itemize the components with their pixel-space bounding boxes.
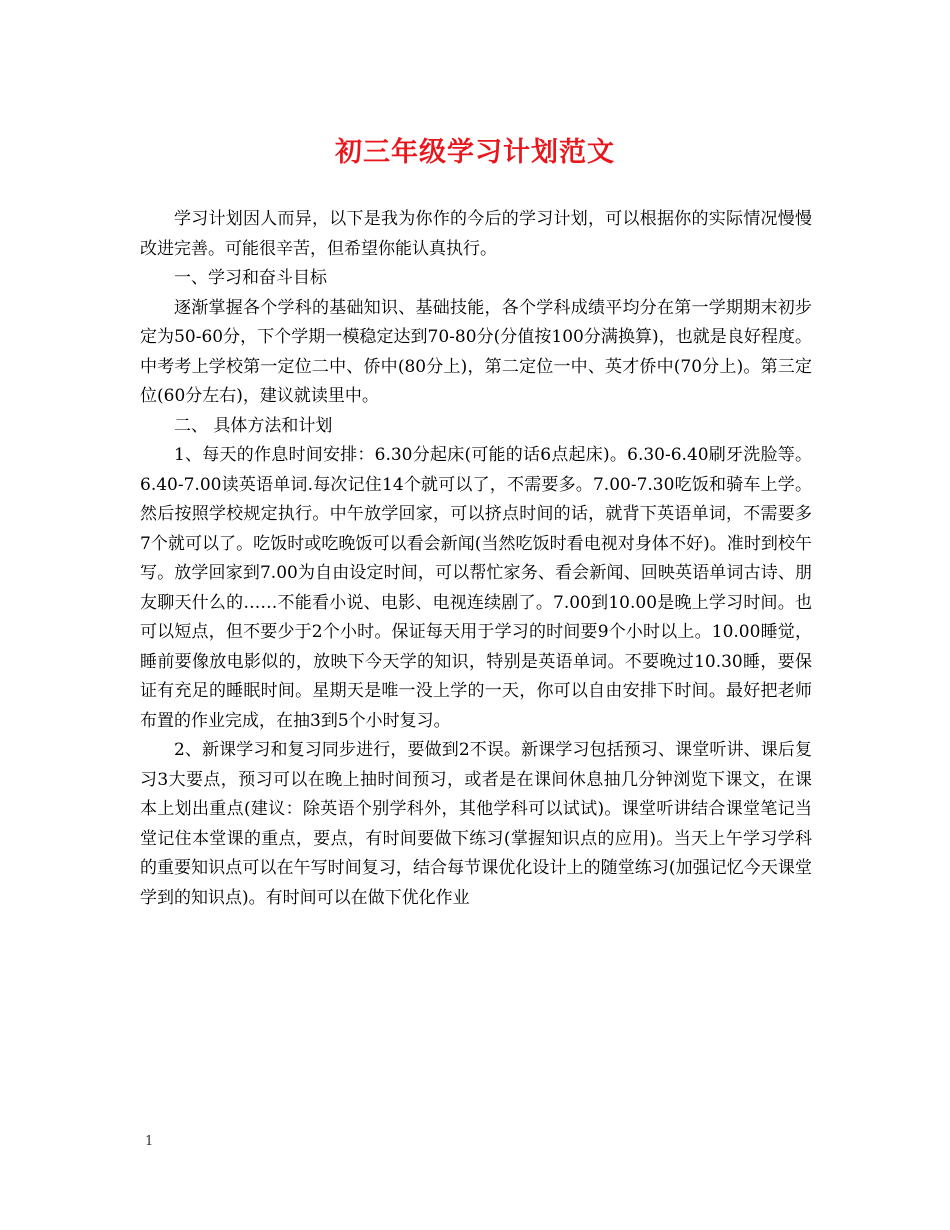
heading-methods: 二、 具体方法和计划 [174,415,333,436]
paragraph-goals: 逐渐掌握各个学科的基础知识、基础技能，各个学科成绩平均分在第一学期期末初步定为50-60分，下个学期一模稳定达到70-80分(分值按100分满换算)，也就是良好程度。中考考上学校第一定位二中、侨中(80分上)，第二定位一中、英才侨中(70分上)。第三定位(60分左右)，建议就读里中。 [140,297,812,406]
document-body [140,205,812,913]
heading-goals: 一、学习和奋斗目标 [174,268,327,288]
paragraph-intro: 学习计划因人而异，以下是我为你作的今后的学习计划，可以根据你的实际情况慢慢改进完善。可能很辛苦，但希望你能认真执行。 [140,209,812,259]
paragraph-study-review: 2、新课学习和复习同步进行，要做到2不误。新课学习包括预习、课堂听讲、课后复习3大要点，预习可以在晚上抽时间预习，或者是在课间休息抽几分钟浏览下课文，在课本上划出重点(建议：除英语个别学科外，其他学科可以试试)。课堂听讲结合课堂笔记当堂记住本堂课的重点，要点，有时间要做下练习(掌握知识点的应用)。当天上午学习学科的重要知识点可以在午写时间复习，结合每节课优化设计上的随堂练习(加强记忆今天课堂学到的知识点)。有时间可以在做下优化作业 [140,740,812,908]
paragraph-schedule: 1、每天的作息时间安排：6.30分起床(可能的话6点起床)。6.30-6.40刷牙洗脸等。6.40-7.00读英语单词.每次记住14个就可以了，不需要多。7.00-7.30吃饭和骑车上学。然后按照学校规定执行。中午放学回家，可以挤点时间的话，就背下英语单词，不需要多7个就可以了。吃饭时或吃晚饭可以看会新闻(当然吃饭时看电视对身体不好)。准时到校午写。放学回家到7.00为自由设定时间，可以帮忙家务、看会新闻、回映英语单词古诗、朋友聊天什么的……不能看小说、电影、电视连续剧了。7.00到10.00是晚上学习时间。也可以短点，但不要少于2个小时。保证每天用于学习的时间要9个小时以上。10.00睡觉，睡前要像放电影似的，放映下今天学的知识，特别是英语单词。不要晚过10.30睡，要保证有充足的睡眠时间。星期天是唯一没上学的一天，你可以自由安排下时间。最好把老师布置的作业完成，在抽3到5个小时复习。 [140,445,812,731]
page-number: 1 [145,1134,154,1149]
document-title: 初三年级学习计划范文 [335,137,615,168]
